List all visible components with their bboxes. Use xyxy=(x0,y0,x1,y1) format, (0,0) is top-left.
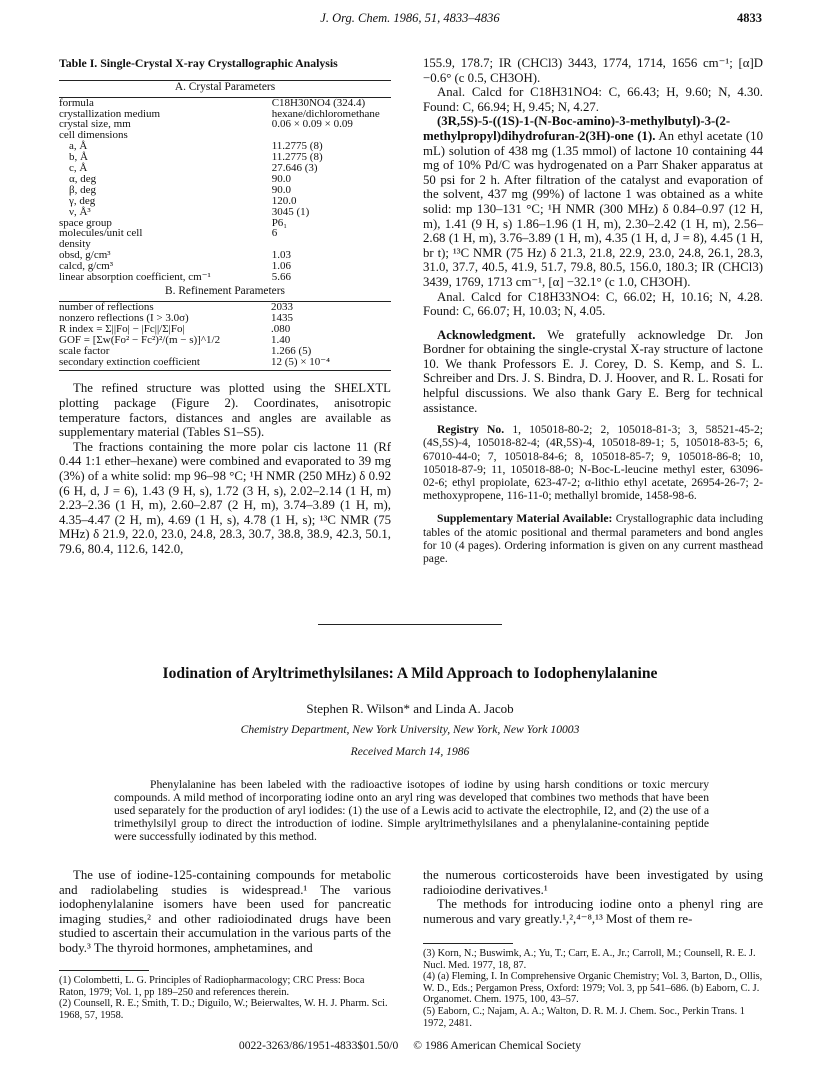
paragraph-structure-plot: The refined structure was plotted using the SHELXTL plotting package (Figure 2). Coordinates, anisotropic temperature factors, distances and angles are available as supplementary material (Tables S1–S5). xyxy=(59,381,391,440)
copyright-notice: © 1986 American Chemical Society xyxy=(413,1039,582,1052)
parameter-value: 120.0 xyxy=(271,194,297,207)
ack-heading: Acknowledgment. xyxy=(437,327,536,342)
footnotes-left xyxy=(59,964,391,1021)
article-affiliation: Chemistry Department, New York University, New York, New York 10003 xyxy=(240,723,580,736)
parameter-label: number of reflections xyxy=(59,301,154,313)
parameter-label: formula xyxy=(59,96,94,109)
table-section-b: B. Refinement Parameters xyxy=(165,285,285,297)
parameter-label: a, Å xyxy=(69,140,88,153)
parameter-label: crystal size, mm xyxy=(59,118,131,131)
article-authors: Stephen R. Wilson* and Linda A. Jacob xyxy=(306,701,514,716)
table-row xyxy=(59,272,391,283)
left-column xyxy=(59,56,391,557)
parameter-label: linear absorption coefficient, cm⁻¹ xyxy=(59,271,211,284)
footnote-rule xyxy=(423,943,513,944)
parameter-value: 27.646 (3) xyxy=(271,162,318,175)
parameter-value: 1.266 (5) xyxy=(271,344,312,357)
parameter-value: P6₁ xyxy=(271,216,288,229)
refinement-parameters-table xyxy=(59,302,391,367)
supp-text: Crystallographic data including tables of the atomic positional and thermal parameters and bond angles for 10 (4 pages). Ordering information is given on any current masthead page. xyxy=(423,512,763,566)
parameter-label: density xyxy=(59,238,91,251)
table-row xyxy=(59,228,391,239)
page-footer xyxy=(0,1039,820,1052)
parameter-label: molecules/unit cell xyxy=(59,227,143,240)
paragraph-analysis-2: Anal. Calcd for C18H33NO4: C, 66.02; H, 10.16; N, 4.28. Found: C, 66.07; H, 10.03; N, 4.05. xyxy=(423,289,763,319)
parameter-label: b, Å xyxy=(69,151,88,164)
paragraph-registry xyxy=(423,423,763,502)
parameter-value: .080 xyxy=(271,322,291,335)
parameter-label: calcd, g/cm³ xyxy=(59,260,113,273)
table-row xyxy=(59,357,391,368)
table-row xyxy=(59,98,391,109)
body-right-paragraph-1: the numerous corticosteroids have been investigated by using radioiodine derivatives.¹ xyxy=(423,868,763,897)
page-number: 4833 xyxy=(737,11,762,25)
compound-heading: (3R,5S)-5-((1S)-1-(N-Boc-amino)-3-methylbutyl)-3-(2-methylpropyl)dihydrofuran-2(3H)-one (1). xyxy=(423,114,731,143)
footnote: (4) (a) Fleming, I. In Comprehensive Organic Chemistry; Vol. 3, Barton, D., Ollis, W. D., Eds.; Pergamon Press, Oxford: 1979; Vol. 3, pp 541–686. (b) Eaborn, C. J. Organomet. Chem. 1975, 100, 43–57. xyxy=(423,971,763,1006)
parameter-value: C18H30NO4 (324.4) xyxy=(271,96,366,109)
parameter-label: space group xyxy=(59,216,112,229)
article-abstract: Phenylalanine has been labeled with the radioactive isotopes of iodine by using harsh conditions or toxic mercury compounds. A mild method of incorporating iodine onto an aryl ring was developed that combines two methods that have been used separately for the production of aryl iodides: (1) the use of a Lewis acid to activate the electrophile, I2, and (2) the use of a trimethylsilyl group to direct the introduction of iodine. Simple aryltrimethylsilanes and a phenylalanine-containing peptide were successfully iodinated by this method. xyxy=(114,778,709,843)
body-text-right xyxy=(423,868,763,926)
parameter-value: 2033 xyxy=(271,301,293,313)
parameter-value: 0.06 × 0.09 × 0.09 xyxy=(271,118,353,131)
paragraph-compound-1 xyxy=(423,114,763,289)
table-row xyxy=(59,141,391,152)
parameter-label: α, deg xyxy=(69,172,97,185)
parameter-value: 6 xyxy=(271,227,278,240)
parameter-label: crystallization medium xyxy=(59,107,161,120)
parameter-value: 1.40 xyxy=(271,333,291,346)
body-text-left: The use of iodine-125-containing compounds for metabolic and radiolabeling studies is widespread.¹ The various iodophenylalanine isomers have been used for pancreatic imaging studies,² and other radioiodinated drugs have been studied to ascertain their accumulation in the various parts of the body.³ The thyroid hormones, amphetamines, and xyxy=(59,868,391,955)
footnote: (5) Eaborn, C.; Najam, A. A.; Walton, D. R. M. J. Chem. Soc., Perkin Trans. 1 1972, 2481. xyxy=(423,1005,745,1029)
table-row xyxy=(59,196,391,207)
parameter-value: 12 (5) × 10⁻⁴ xyxy=(271,355,330,368)
footnote-list-left xyxy=(59,975,391,1021)
footnote-rule xyxy=(59,970,149,971)
parameter-label: GOF = [Σw(Fo² − Fc²)²/(m − s)]^1/2 xyxy=(59,333,221,346)
table-row xyxy=(59,335,391,346)
table-row xyxy=(59,346,391,357)
parameter-value: 1.06 xyxy=(271,260,291,273)
article-code: 0022-3263/86/1951-4833$01.50/0 xyxy=(238,1039,399,1052)
parameter-value: 1435 xyxy=(271,311,293,324)
parameter-label: ν, Å³ xyxy=(69,205,91,218)
parameter-value: hexane/dichloromethane xyxy=(271,107,380,120)
compound-procedure: An ethyl acetate (10 mL) solution of 438 mg (1.35 mmol) of lactone 10 containing 44 mg of 10% Pd/C was hydrogenated on a Parr Shaker apparatus at 50 psi for 2 h. After filtration of the catalyst and evaporation of the solvent, 437 mg (99%) of lactone 1 was obtained as a white solid: mp 130–131 °C; ¹H NMR (300 MHz) δ 0.84–0.97 (12 H, m), 1.41 (9 H, s) 1.86–1.96 (1 H, m), 2.30–2.42 (1 H, m), 2.56–2.68 (1 H, m), 3.76–3.89 (1 H, m), 4.35 (1 H, d, J = 8), 4.45 (1 H, br t); ¹³C NMR (75 Hz) δ 21.3, 21.8, 22.9, 23.0, 24.8, 26.1, 28.3, 31.0, 37.7, 40.5, 41.9, 51.7, 79.8, 80.5, 156.0, 180.3; IR (CHCl3) 3439, 1769, 1713 cm⁻¹, [α] −32.1° (c 1.0, CH3OH). xyxy=(423,128,763,289)
parameter-label: β, deg xyxy=(69,183,96,196)
body-right-paragraph-2: The methods for introducing iodine onto a phenyl ring are numerous and vary greatly.¹,²,⁴⁻⁸,¹³ Most of them re- xyxy=(423,897,763,926)
parameter-value: 11.2775 (8) xyxy=(271,140,323,153)
crystal-parameters-table xyxy=(59,98,391,283)
parameter-label: obsd, g/cm³ xyxy=(59,249,111,262)
parameter-label: nonzero reflections (I > 3.0σ) xyxy=(59,311,189,324)
right-column xyxy=(423,56,763,565)
table-row xyxy=(59,152,391,163)
table-bottom-rule xyxy=(59,370,391,371)
table-title: Table I. Single-Crystal X-ray Crystallographic Analysis xyxy=(59,56,338,70)
article-received-date: Received March 14, 1986 xyxy=(350,745,470,758)
footnote: (3) Korn, N.; Buswimk, A.; Yu, T.; Carr, E. A., Jr.; Carroll, M.; Counsell, R. E. J. Nucl. Med. 1977, 18, 87. xyxy=(423,948,756,971)
registry-text: 1, 105018-80-2; 2, 105018-81-3; 3, 58521-45-2; (4S,5S)-4, 105018-82-4; (4R,5S)-4, 105018-89-1; 5, 105018-83-5; 6, 67010-44-0; 7, 105018-84-6; 8, 105018-85-7; 9, 105018-86-8; 10, 105018-87-9; 11, 105018-88-0; N-Boc-L-leucine methyl ester, 63096-02-6; ethyl propiolate, 623-47-2; α-lithio ethyl acetate, 26954-26-7; 2-methoxypropene, 116-11-0; methallyl bromide, 1458-98-6. xyxy=(423,423,763,503)
paragraph-acknowledgment xyxy=(423,328,763,416)
table-section-a: A. Crystal Parameters xyxy=(174,80,276,93)
parameter-value: 3045 (1) xyxy=(271,205,310,218)
table-row xyxy=(59,185,391,196)
article-title: Iodination of Aryltrimethylsilanes: A Mild Approach to Iodophenylalanine xyxy=(162,665,658,682)
parameter-label: c, Å xyxy=(69,162,88,175)
parameter-value: 5.66 xyxy=(271,271,291,284)
paragraph-cis-lactone: The fractions containing the more polar cis lactone 11 (Rf 0.44 1:1 ether–hexane) were combined and evaporated to 39 mg (3%) of a white solid: mp 96–98 °C; ¹H NMR (250 MHz) δ 0.92 (6 H, d, J = 6), 1.43 (9 H, s), 1.72 (3 H, s), 2.02–2.14 (1 H, m) 2.23–2.36 (1 H, m), 2.60–2.87 (2 H, m), 3.74–3.89 (1 H, m), 4.35–4.47 (2 H, m), 4.69 (1 H, s), 4.78 (1 H, s); ¹³C NMR (75 MHz) δ 21.9, 22.0, 23.0, 24.8, 28.3, 30.7, 38.8, 38.9, 42.3, 50.1, 79.6, 80.4, 112.6, 142.0, xyxy=(59,439,391,556)
journal-citation: J. Org. Chem. 1986, 51, 4833–4836 xyxy=(320,11,500,25)
paragraph-analysis-1: Anal. Calcd for C18H31NO4: C, 66.43; H, 9.60; N, 4.30. Found: C, 66.94; H, 9.45; N, 4.27. xyxy=(423,85,763,114)
parameter-label: γ, deg xyxy=(69,194,96,207)
table-row xyxy=(59,207,391,218)
parameter-label: cell dimensions xyxy=(59,129,128,142)
table-row xyxy=(59,130,391,141)
table-row xyxy=(59,163,391,174)
paragraph-supplementary xyxy=(423,512,763,565)
footnote: (1) Colombetti, L. G. Principles of Radiopharmacology; CRC Press: Boca Raton, 1979; Vol. 1, pp 189–250 and references therein. xyxy=(59,975,365,998)
registry-heading: Registry No. xyxy=(437,423,505,437)
paragraph-spectra-continued: 155.9, 178.7; IR (CHCl3) 3443, 1774, 1714, 1656 cm⁻¹; [α]D −0.6° (c 0.5, CH3OH). xyxy=(423,56,763,85)
footnotes-right xyxy=(423,937,763,1029)
table-row xyxy=(59,174,391,185)
supp-heading: Supplementary Material Available: xyxy=(437,512,613,526)
parameter-label: R index = Σ||Fo| − |Fc||/Σ|Fo| xyxy=(59,322,185,335)
parameter-value: 1.03 xyxy=(271,249,291,262)
footnote-list-right xyxy=(423,948,763,1029)
running-header xyxy=(0,11,820,31)
parameter-value: 11.2775 (8) xyxy=(271,151,323,164)
parameter-value: 90.0 xyxy=(271,183,291,196)
ack-text: We gratefully acknowledge Dr. Jon Bordner for obtaining the single-crystal X-ray structure of lactone 10. We thank Professors E. J. Corey, D. S. Kemp, and S. L. Schreiber and Drs. J. S. Bindra, D. J. Hoover, and R. L. Rosati for helpful discussions. We also thank Gary E. Berg for technical assistance. xyxy=(423,327,764,415)
parameter-label: scale factor xyxy=(59,344,110,357)
parameter-value: 90.0 xyxy=(271,172,291,185)
parameter-label: secondary extinction coefficient xyxy=(59,355,200,368)
article-divider xyxy=(318,624,502,625)
footnote: (2) Counsell, R. E.; Smith, T. D.; Diguilo, W.; Beierwaltes, W. H. J. Pharm. Sci. 1968, 57, 1958. xyxy=(59,998,388,1021)
